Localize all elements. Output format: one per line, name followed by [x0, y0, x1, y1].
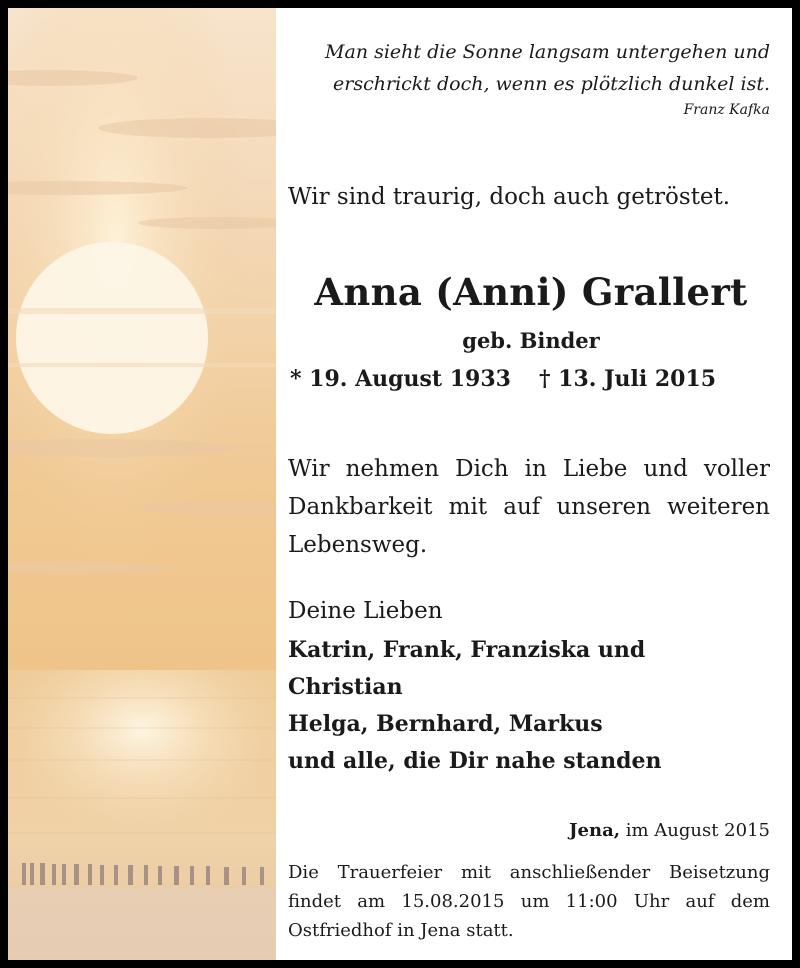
farewell-message: Wir nehmen Dich in Liebe und voller Dankbarkeit mit auf unseren weiteren Lebensweg.	[288, 456, 770, 558]
quote-line-2: erschrickt doch, wenn es plötzlich dunkel ist.	[333, 73, 770, 95]
family-line: Katrin, Frank, Franziska und	[288, 637, 646, 663]
family-line: und alle, die Dir nahe standen	[288, 748, 662, 774]
place-month: im August 2015	[620, 820, 770, 841]
kafka-quote	[286, 36, 770, 100]
family-names	[288, 632, 661, 780]
family-line: Helga, Bernhard, Markus	[288, 711, 603, 737]
family-label: Deine Lieben	[288, 598, 443, 624]
family-line: Christian	[288, 674, 403, 700]
quote-author: Franz Kafka	[683, 102, 770, 118]
place-city: Jena,	[569, 820, 621, 841]
death-date: † 13. Juli 2015	[538, 366, 717, 392]
sun-shape	[16, 242, 208, 434]
intro-line: Wir sind traurig, doch auch getröstet.	[288, 184, 731, 210]
obituary-card	[8, 8, 792, 960]
quote-line-1: Man sieht die Sonne langsam untergehen und	[325, 41, 770, 63]
service-notice: Die Trauerfeier mit anschließender Beisetzung findet am 15.08.2015 um 11:00 Uhr auf dem Ostfriedhof in Jena statt.	[288, 862, 770, 941]
birth-date: * 19. August 1933	[290, 366, 511, 392]
maiden-name: geb. Binder	[462, 328, 600, 353]
sunset-photo	[8, 8, 276, 960]
life-dates	[290, 366, 716, 392]
deceased-name: Anna (Anni) Grallert	[314, 270, 748, 314]
place-date	[569, 820, 770, 841]
